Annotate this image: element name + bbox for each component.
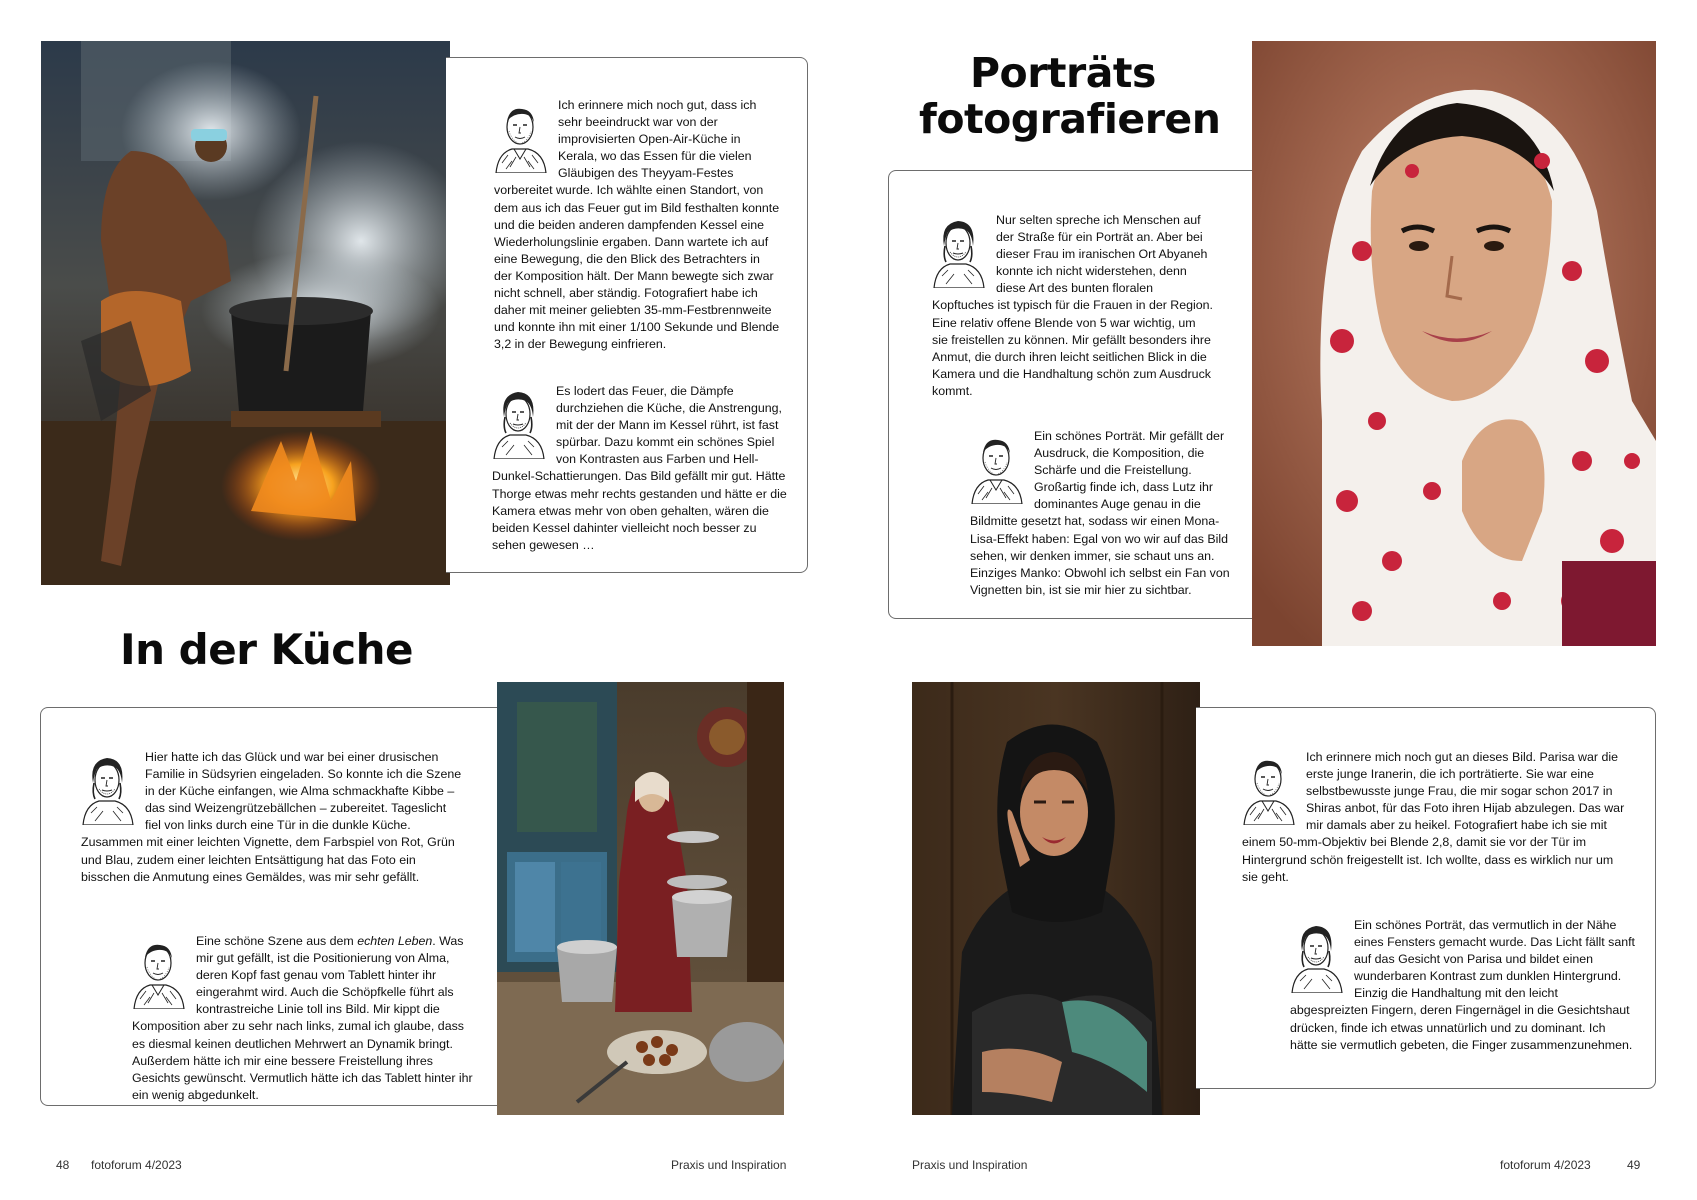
parisa-author-text: Ich erinnere mich noch gut an dieses Bild. Parisa war die erste junge Iranerin, die ich porträtierte. Sie war eine selbstbewusste junge Frau, die mir sogar schon 2017 in Shiras anbot, für das Foto ihren Hijab abzulegen. Das war mir damals aber zu heikel. Fotografiert habe ich sie mit einem 50-mm-Objektiv bei Blende 2,8, damit sie vor der Tür im Hintergrund schön freigestellt ist. Ich wollte, dass es wirklich nur um sie geht.: [1242, 750, 1625, 884]
reviewer-portrait-icon: [1284, 917, 1348, 993]
kitchen-fire-reviewer-text: Es lodert das Feuer, die Dämpfe durchziehen die Küche, die Anstrengung, mit der der Mann im Kessel rührt, ist fast spürbar. Dazu kommt ein schönes Spiel von Kontrasten aus Farben und Hell-Dunkel-Schattierungen. Das Bild gefällt mir gut. Hätte Thorge etwas mehr rechts gestanden und hätte er die Kamera etwas mehr von oben gehalten, wären die beiden Kessel dahinter vielleicht noch besser zu sehen gewesen …: [492, 384, 787, 552]
kitchen-fire-author-text: Ich erinnere mich noch gut, dass ich sehr beeindruckt war von der improvisierten Open-Air-Küche in Kerala, wo das Essen für die vielen Gläubigen des Theyyam-Festes vorbereitet wurde. Ich wählte einen Standort, von dem aus ich das Feuer gut im Bild festhalten konnte und die beiden anderen dampfenden Kessel eine Wiederholungslinie ergaben. Dann wartete ich auf eine Bewegung, die den Blick des Betrachters in der Komposition hält. Der Mann bewegte sich zwar nicht schnell, aber ständig. Fotografiert habe ich daher mit meiner geliebten 35-mm-Festbrennweite und konnte ihn mit einer 1/100 Sekunde und Blende 3,2 in der Bewegung einfrieren.: [494, 98, 780, 352]
reviewer-portrait-icon: [75, 749, 139, 825]
portraits-heading-line2: fotografieren: [919, 95, 1221, 143]
kitchen-alma-photo: [497, 682, 784, 1115]
author-portrait-icon: [126, 933, 190, 1009]
kitchen-fire-illustration: [41, 41, 450, 585]
left-page-number: 48: [56, 1158, 70, 1172]
portraits-heading-line1: Porträts: [970, 49, 1156, 97]
headscarf-reviewer-paragraph: [970, 428, 1230, 599]
right-page-number: 49: [1627, 1158, 1641, 1172]
headscarf-reviewer-text: Ein schönes Porträt. Mir gefällt der Ausdruck, die Komposition, die Schärfe und die Freistellung. Großartig finde ich, dass Lutz ihr dominantes Auge genau in die Bildmitte gesetzt hat, sodass wir einen Mona-Lisa-Effekt haben: Egal von wo wir auf das Bild sehen, wir denken immer, sie schaut uns an. Einziges Manko: Obwohl ich selbst ein Fan von Vignetten bin, ist sie mir hier zu sichtbar.: [970, 429, 1230, 597]
reviewer-portrait-icon: [486, 383, 550, 459]
kitchen-fire-reviewer-paragraph: [492, 383, 788, 554]
parisa-portrait-illustration: [912, 682, 1200, 1115]
kitchen-alma-reviewer-paragraph: [132, 933, 478, 1104]
kitchen-heading: In der Küche: [120, 625, 414, 674]
headscarf-portrait-photo: [1252, 41, 1656, 646]
kitchen-alma-reviewer-text-start: Eine schöne Szene aus dem: [196, 934, 358, 948]
headscarf-portrait-illustration: [1252, 41, 1656, 646]
author-portrait-icon: [964, 428, 1028, 504]
author-portrait-icon: [488, 97, 552, 173]
parisa-reviewer-text: Ein schönes Porträt, das vermutlich in der Nähe eines Fensters gemacht wurde. Das Licht fällt sanft auf das Gesicht von Parisa und bildet einen wunderbaren Kontrast zum dunklen Hintergrund. Einzig die Handhaltung mit den leicht abgespreizten Fingern, deren Fingernägel in die Gesichtshaut drücken, finde ich etwas unnatürlich und zu dominant. Ich hätte sie vermutlich gebeten, die Finger zusammenzunehmen.: [1290, 918, 1635, 1052]
left-section-label: Praxis und Inspiration: [671, 1158, 787, 1172]
kitchen-alma-author-paragraph: [81, 749, 464, 886]
parisa-author-paragraph: [1242, 749, 1628, 886]
parisa-reviewer-paragraph: [1290, 917, 1636, 1054]
parisa-portrait-photo: [912, 682, 1200, 1115]
right-section-label: Praxis und Inspiration: [912, 1158, 1028, 1172]
headscarf-author-paragraph: [932, 212, 1214, 400]
headscarf-author-text: Nur selten spreche ich Menschen auf der Straße für ein Porträt an. Aber bei dieser Frau im iranischen Ort Abyaneh konnte ich nicht widerstehen, denn diese Art des bunten floralen Kopftuches ist typisch für die Frauen in der Region. Eine relativ offene Blende von 5 war wichtig, um sie freistellen zu können. Mir gefällt besonders ihre Anmut, die durch ihren leicht seitlichen Blick in die Kamera und die Handhaltung schön zum Ausdruck kommt.: [932, 213, 1214, 398]
author-portrait-icon: [1236, 749, 1300, 825]
kitchen-fire-photo: [41, 41, 450, 585]
kitchen-fire-author-paragraph: [494, 97, 780, 353]
kitchen-alma-reviewer-text-end: . Was mir gut gefällt, ist die Positionierung von Alma, deren Kopf fast genau vom Tablett hinter ihr eingerahmt wird. Auch die Schöpfkelle führt als kontrastreiche Linie toll ins Bild. Mir kippt die Komposition aber zu sehr nach links, zumal ich glaube, dass es diesmal keinen deutlichen Mehrwert an Dynamik bringt. Außerdem hätte ich mir eine bessere Freistellung ihres Gesichts gewünscht. Vermutlich hätte ich das Tablett hinter ihr ein wenig abgedunkelt.: [132, 934, 473, 1102]
kitchen-alma-reviewer-emphasis: echten Leben: [357, 934, 433, 948]
kitchen-alma-illustration: [497, 682, 784, 1115]
kitchen-alma-author-text: Hier hatte ich das Glück und war bei einer drusischen Familie in Südsyrien eingeladen. So konnte ich die Szene in der Küche einfangen, wie Alma schmackhafte Kibbe – das sind Weizengrützebällchen – zubereitet. Tageslicht fiel von links durch eine Tür in die dunkle Küche. Zusammen mit einer leichten Vignette, dem Farbspiel von Rot, Grün und Blau, zudem einer leichten Entsättigung hat das Foto ein bisschen die Anmutung eines Gemäldes, was mir sehr gefällt.: [81, 750, 462, 884]
left-magazine-label: fotoforum 4/2023: [91, 1158, 182, 1172]
reviewer-portrait-icon: [926, 212, 990, 288]
right-magazine-label: fotoforum 4/2023: [1500, 1158, 1591, 1172]
